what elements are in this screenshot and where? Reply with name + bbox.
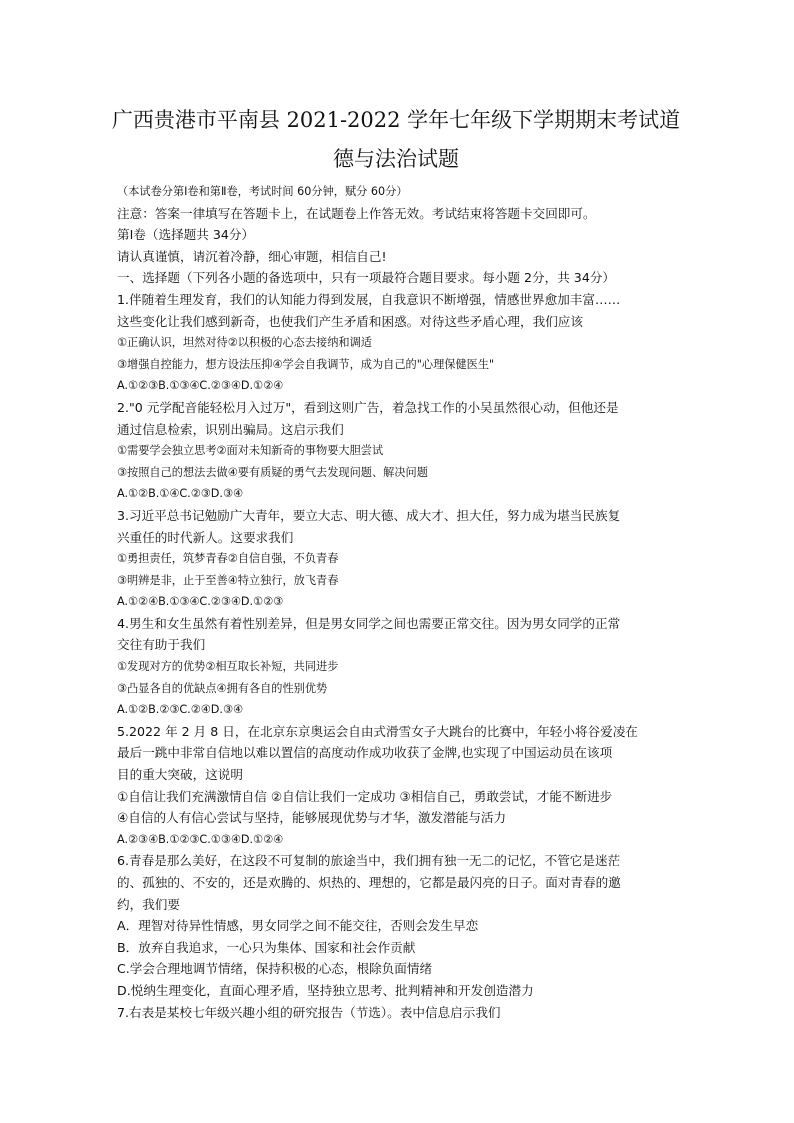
q1-stem-line2: 这些变化让我们感到新奇，也使我们产生矛盾和困惑。对待这些矛盾心理，我们应该	[117, 313, 583, 329]
q3-options: A.①②④B.①③④C.②③④D.①②③	[117, 595, 284, 609]
section1-title: 第Ⅰ卷（选择题共 34分）	[117, 227, 255, 243]
q6-option-a: A．理智对待异性情感，男女同学之间不能交往，否则会发生早恋	[117, 918, 479, 934]
q3-stem-line2: 兴重任的时代新人。这要求我们	[117, 529, 294, 545]
q1-options: A.①②③B.①③④C.②③④D.①②④	[117, 379, 284, 393]
encouragement: 请认真谨慎，请沉着冷静，细心审题，相信自己!	[117, 248, 387, 264]
q4-statements-line2: ③凸显各自的优缺点④拥有各自的性别优势	[117, 681, 328, 695]
q7-stem-line1: 7.右表是某校七年级兴趣小组的研究报告（节选）。表中信息启示我们	[117, 1004, 501, 1020]
q5-stem-line2: 最后一跳中非常自信地以难以置信的高度动作成功收获了金牌,也实现了中国运动员在该项	[117, 745, 613, 761]
q4-statements-line1: ①发现对方的优势②相互取长补短，共同进步	[117, 660, 339, 674]
q4-stem-line1: 4.男生和女生虽然有着性别差异，但是男女同学之间也需要正常交往。因为男女同学的正常	[117, 615, 621, 631]
q2-stem-line2: 通过信息检索，识别出骗局。这启示我们	[117, 421, 344, 437]
q1-statements-line1: ①正确认识，坦然对待②以积极的心态去接纳和调适	[117, 336, 372, 350]
q5-options: A.②③④B.①②③C.①③④D.①②④	[117, 832, 284, 846]
q2-options: A.①②B.①④C.②③D.③④	[117, 487, 244, 501]
q2-statements-line2: ③按照自己的想法去做④要有质疑的勇气去发现问题、解决问题	[117, 465, 428, 479]
q3-statements-line2: ③明辨是非，止于至善④特立独行，放飞青春	[117, 573, 339, 587]
exam-info: （本试卷分第Ⅰ卷和第Ⅱ卷，考试时间 60分钟，赋分 60分）	[117, 185, 408, 198]
q6-stem-line1: 6.青春是那么美好，在这段不可复制的旅途当中，我们拥有独一无二的记忆，不管它是迷茫	[117, 853, 621, 869]
exam-title-line1: 广西贵港市平南县 2021-2022 学年七年级下学期期末考试道	[111, 108, 681, 132]
exam-content	[117, 181, 683, 1023]
q5-stem-line1: 5.2022 年 2 月 8 日，在北京东京奥运会自由式滑雪女子大跳台的比赛中，年轻小将谷爱凌在	[117, 723, 638, 739]
q4-stem-line2: 交往有助于我们	[117, 637, 206, 653]
q6-option-c: C.学会合理地调节情绪，保持积极的心态，根除负面情绪	[117, 961, 433, 977]
notice: 注意：答案一律填写在答题卡上，在试题卷上作答无效。考试结束将答题卡交回即可。	[117, 205, 596, 221]
q5-statements-line1: ①自信让我们充满激情自信 ②自信让我们一定成功 ③相信自己，勇敢尝试，才能不断进步	[117, 788, 613, 804]
exam-title-line2: 德与法治试题	[333, 147, 459, 171]
q6-stem-line3: 约，我们要	[117, 896, 180, 912]
q3-statements-line1: ①勇担责任，筑梦青春②自信自强，不负青春	[117, 552, 339, 566]
q1-statements-line2: ③增强自控能力，想方设法压抑④学会自我调节，成为自己的"心理保健医生"	[117, 357, 495, 371]
q4-options: A.①②B.②③C.②④D.③④	[117, 703, 244, 717]
q3-stem-line1: 3.习近平总书记勉励广大青年，要立大志、明大德、成大才、担大任，努力成为堪当民族复	[117, 507, 621, 523]
q6-option-b: B．放弃自我追求，一心只为集体、国家和社会作贡献	[117, 939, 416, 955]
q2-stem-line1: 2."0 元学配音能轻松月入过万"，看到这则广告，着急找工作的小吴虽然很心动，但他还是	[117, 399, 619, 415]
q2-statements-line1: ①需要学会独立思考②面对未知新奇的事物要大胆尝试	[117, 444, 384, 458]
q6-stem-line2: 的、孤独的、不安的，还是欢腾的、炽热的、理想的，它都是最闪亮的日子。面对青春的邀	[117, 875, 621, 890]
q5-stem-line3: 目的重大突破，这说明	[117, 767, 243, 783]
part1-instructions: 一、选择题（下列各小题的备选项中，只有一项最符合题目要求。每小题 2分，共 34分）	[117, 270, 616, 286]
q6-option-d: D.悦纳生理变化，直面心理矛盾，坚持独立思考、批判精神和开发创造潜力	[117, 982, 534, 998]
q1-stem-line1: 1.伴随着生理发育，我们的认知能力得到发展，自我意识不断增强，情感世界愈加丰富……	[117, 291, 621, 307]
q5-statements-line2: ④自信的人有信心尝试与坚持，能够展现优势与才华，激发潜能与活力	[117, 810, 507, 826]
